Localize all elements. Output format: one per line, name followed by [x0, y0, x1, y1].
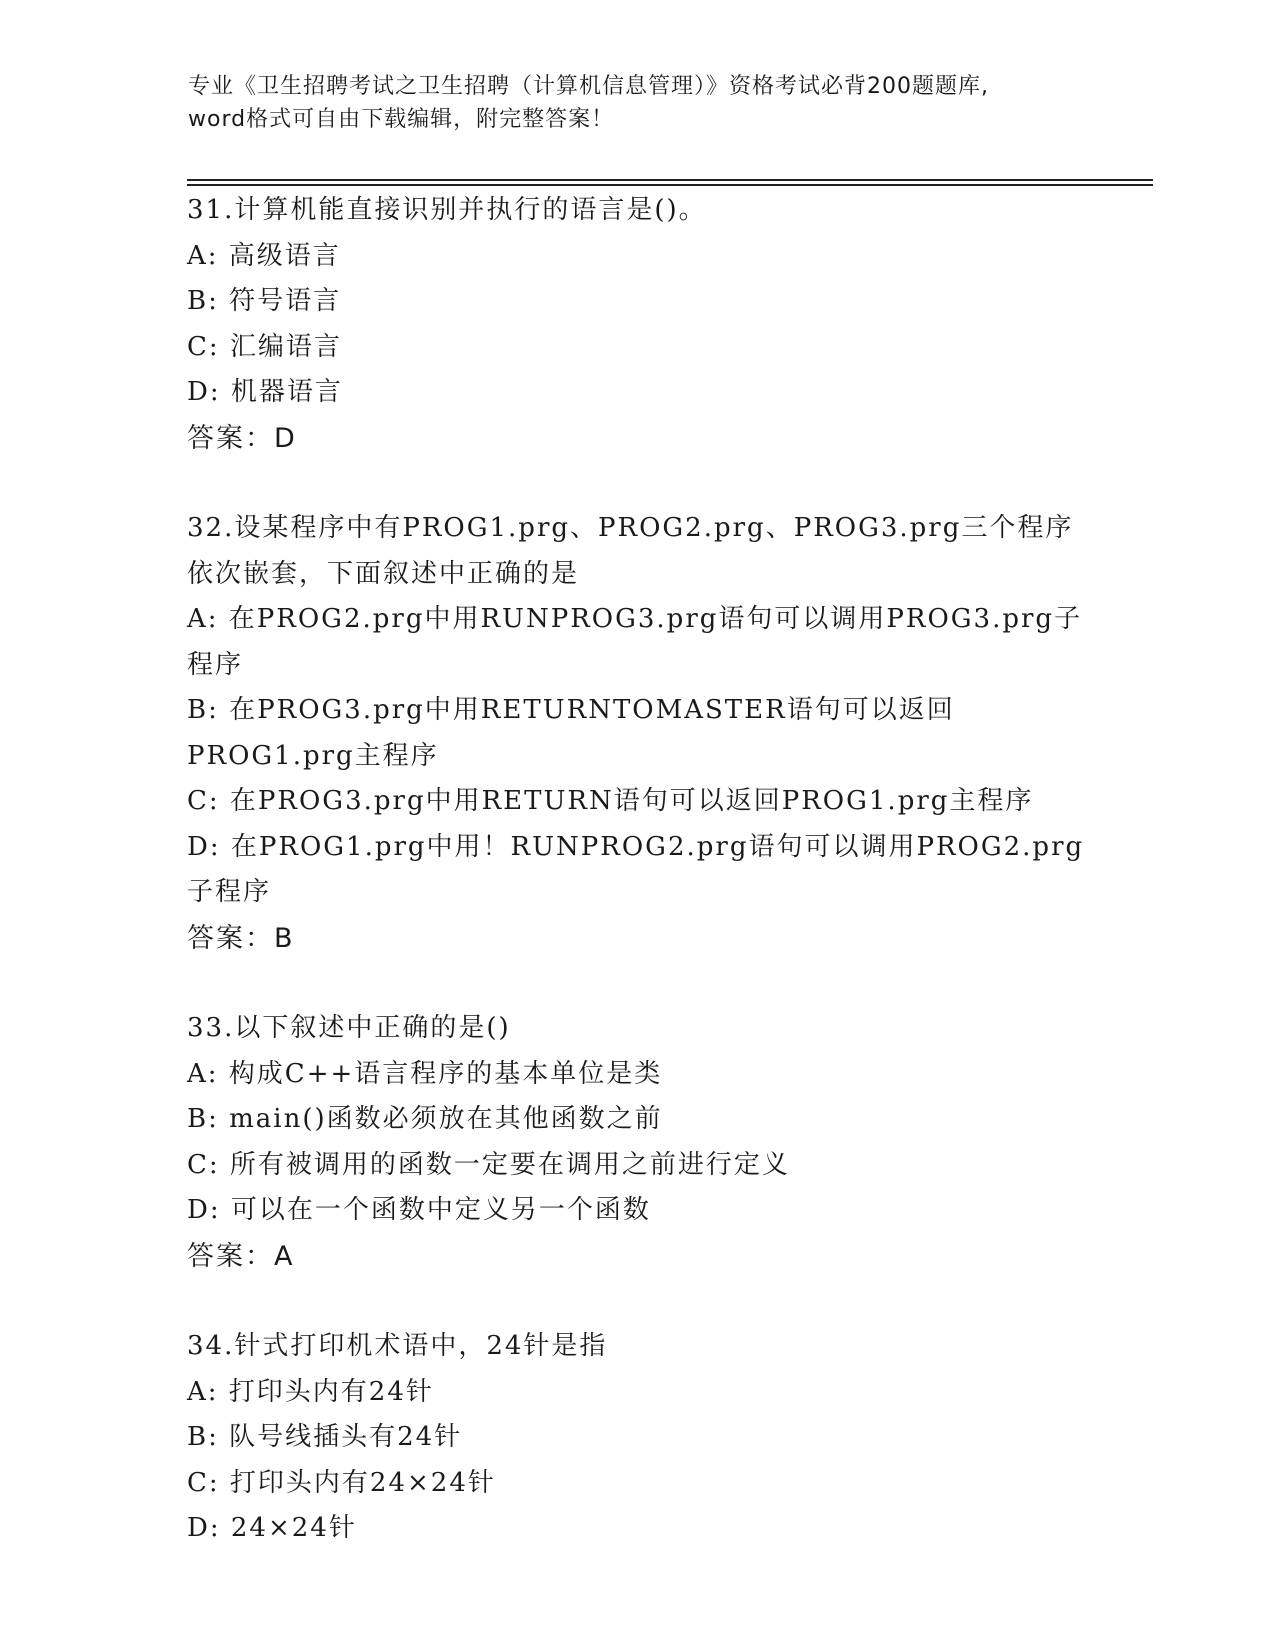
option-b: B: main()函数必须放在其他函数之前	[187, 1104, 663, 1134]
question-stem: 31.计算机能直接识别并执行的语言是()。	[187, 195, 707, 225]
option-c: C: 在PROG3.prg中用RETURN语句可以返回PROG1.prg主程序	[187, 786, 1034, 816]
document-header	[188, 70, 1088, 136]
header-divider-top	[187, 179, 1153, 181]
answer-line: 答案：A	[187, 1240, 295, 1272]
question-34	[187, 1324, 1087, 1552]
option-c: C: 汇编语言	[187, 331, 342, 362]
question-stem: 33.以下叙述中正确的是()	[187, 1013, 511, 1043]
question-stem: 32.设某程序中有PROG1.prg、PROG2.prg、PROG3.prg三个程序依次嵌套，下面叙述中正确的是	[187, 513, 1074, 589]
option-d: D: 机器语言	[187, 377, 343, 407]
option-b: B: 符号语言	[187, 286, 342, 316]
option-b: B: 队号线插头有24针	[187, 1422, 463, 1452]
option-c: C: 打印头内有24×24针	[187, 1467, 496, 1498]
option-d: D: 在PROG1.prg中用！RUNPROG2.prg语句可以调用PROG2.prg子程序	[187, 831, 1085, 907]
option-a: A: 在PROG2.prg中用RUNPROG3.prg语句可以调用PROG3.prg子程序	[187, 604, 1083, 680]
option-d: D: 可以在一个函数中定义另一个函数	[187, 1195, 651, 1225]
option-a: A: 打印头内有24针	[187, 1376, 434, 1407]
header-title-line2: word格式可自由下载编辑，附完整答案！	[188, 107, 615, 132]
header-divider-bottom	[187, 184, 1153, 186]
question-32	[187, 506, 1087, 961]
answer-line: 答案：B	[187, 922, 295, 954]
option-a: A: 高级语言	[187, 240, 341, 271]
question-33	[187, 1006, 1087, 1279]
answer-line: 答案：D	[187, 422, 297, 454]
option-a: A: 构成C++语言程序的基本单位是类	[187, 1058, 663, 1089]
option-b: B: 在PROG3.prg中用RETURNTOMASTER语句可以返回PROG1.prg主程序	[187, 695, 955, 771]
question-31	[187, 188, 1087, 461]
option-c: C: 所有被调用的函数一定要在调用之前进行定义	[187, 1149, 790, 1180]
question-stem: 34.针式打印机术语中，24针是指	[187, 1331, 608, 1361]
option-d: D: 24×24针	[187, 1513, 357, 1543]
question-list	[187, 188, 1087, 1597]
header-title-line1: 专业《卫生招聘考试之卫生招聘（计算机信息管理）》资格考试必背200题题库,	[188, 74, 989, 99]
